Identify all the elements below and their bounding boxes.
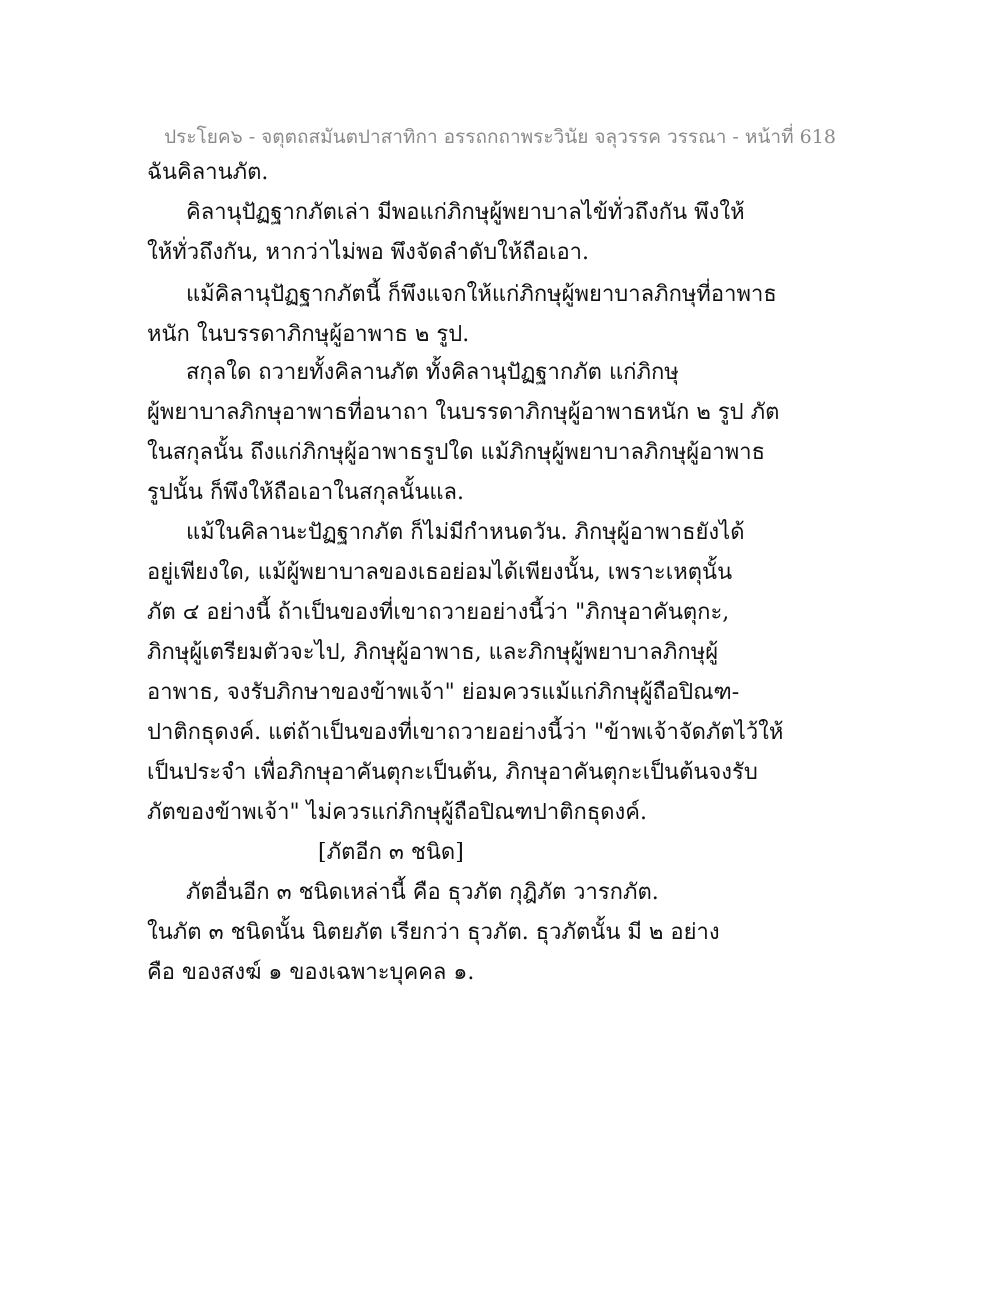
page-header: ประโยค๖ - จตุตถสมันตปาสาทิกา อรรถกถาพระวินัย จลุวรรค วรรณา - หน้าที่ 618 <box>164 126 836 148</box>
text-line: ผู้พยาบาลภิกษุอาพาธที่อนาถา ในบรรดาภิกษุผู้อาพาธหนัก ๒ รูป ภัต <box>147 400 780 425</box>
text-line: คิลานุปัฏฐากภัตเล่า มีพอแก่ภิกษุผู้พยาบาลไข้ทั่วถึงกัน พึงให้ <box>186 200 745 225</box>
text-line: ให้ทั่วถึงกัน, หากว่าไม่พอ พึงจัดลำดับให้ถือเอา. <box>147 240 590 265</box>
text-line: แม้คิลานุปัฏฐากภัตนี้ ก็พึงแจกให้แก่ภิกษุผู้พยาบาลภิกษุที่อาพาธ <box>186 282 777 307</box>
text-line: ในภัต ๓ ชนิดนั้น นิตยภัต เรียกว่า ธุวภัต. ธุวภัตนั้น มี ๒ อย่าง <box>147 920 720 945</box>
text-line: ภิกษุผู้เตรียมตัวจะไป, ภิกษุผู้อาพาธ, และภิกษุผู้พยาบาลภิกษุผู้ <box>147 640 719 665</box>
text-line: อาพาธ, จงรับภิกษาของข้าพเจ้า" ย่อมควรแม้แก่ภิกษุผู้ถือปิณฑ- <box>147 680 740 705</box>
text-line: เป็นประจำ เพื่อภิกษุอาคันตุกะเป็นต้น, ภิกษุอาคันตุกะเป็นต้นจงรับ <box>147 760 758 785</box>
text-line: หนัก ในบรรดาภิกษุผู้อาพาธ ๒ รูป. <box>147 322 470 347</box>
text-line: คือ ของสงฆ์ ๑ ของเฉพาะบุคคล ๑. <box>147 960 475 985</box>
text-line: ภัต ๔ อย่างนี้ ถ้าเป็นของที่เขาถวายอย่างนี้ว่า "ภิกษุอาคันตุกะ, <box>147 600 730 625</box>
text-line: รูปนั้น ก็พึงให้ถือเอาในสกุลนั้นแล. <box>147 480 465 505</box>
text-line: ในสกุลนั้น ถึงแก่ภิกษุผู้อาพาธรูปใด แม้ภิกษุผู้พยาบาลภิกษุผู้อาพาธ <box>147 440 766 465</box>
text-line: ภัตอื่นอีก ๓ ชนิดเหล่านี้ คือ ธุวภัต กุฎิภัต วารกภัต. <box>186 880 659 905</box>
text-line: ฉันคิลานภัต. <box>147 160 269 185</box>
text-line: แม้ในคิลานะปัฏฐากภัต ก็ไม่มีกำหนดวัน. ภิกษุผู้อาพาธยังได้ <box>186 520 745 545</box>
text-line: อยู่เพียงใด, แม้ผู้พยาบาลของเธอย่อมได้เพียงนั้น, เพราะเหตุนั้น <box>147 560 733 585</box>
section-heading: [ภัตอีก ๓ ชนิด] <box>318 840 464 865</box>
text-line: ภัตของข้าพเจ้า" ไม่ควรแก่ภิกษุผู้ถือปิณฑปาติกธุดงค์. <box>147 800 647 825</box>
text-line: ปาติกธุดงค์. แต่ถ้าเป็นของที่เขาถวายอย่างนี้ว่า "ข้าพเจ้าจัดภัตไว้ให้ <box>147 720 784 745</box>
text-line: สกุลใด ถวายทั้งคิลานภัต ทั้งคิลานุปัฏฐากภัต แก่ภิกษุ <box>186 360 679 385</box>
